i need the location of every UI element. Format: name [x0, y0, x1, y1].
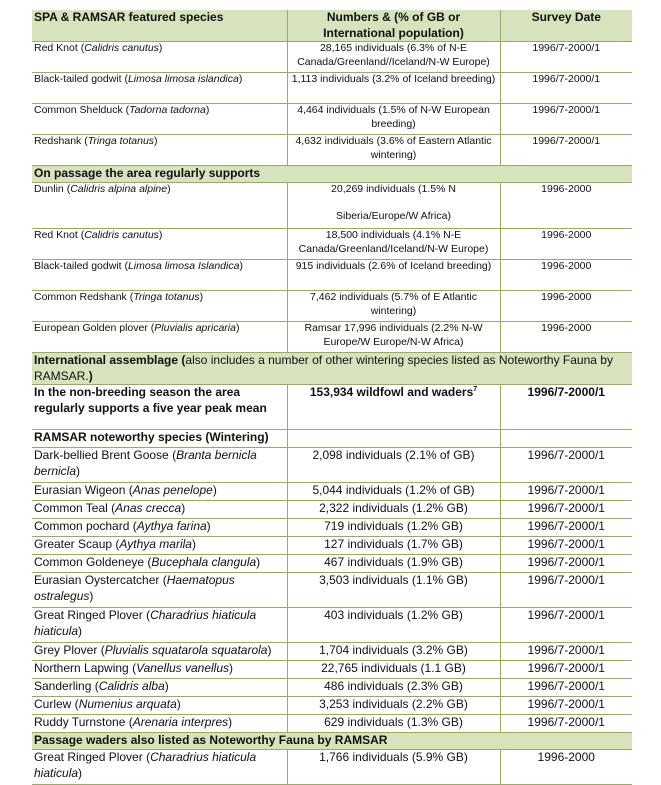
species-name: Greater Scaup (Aythya marila): [32, 537, 287, 555]
survey-date: 1996/7-2000/1: [500, 483, 632, 501]
species-numbers: 4,632 individuals (3.6% of Eastern Atlantic wintering): [287, 135, 500, 166]
species-numbers: 7,462 individuals (5.7% of E Atlantic wintering): [287, 291, 500, 322]
table-row: [32, 573, 632, 608]
species-numbers: 1,113 individuals (3.2% of Iceland breeding): [287, 73, 500, 104]
species-table: [32, 10, 632, 785]
table-row: [32, 183, 632, 229]
species-numbers: Ramsar 17,996 individuals (2.2% N-W Europe/W Europe/N-W Africa): [287, 322, 500, 353]
species-numbers: 2,322 individuals (1.2% GB): [287, 501, 500, 519]
section-row: [32, 353, 632, 385]
table-row: [32, 104, 632, 135]
passage-section-title: On passage the area regularly supports: [32, 166, 632, 183]
survey-date: 1996/7-2000/1: [500, 555, 632, 573]
table-row: [32, 291, 632, 322]
species-name: Black-tailed godwit (Limosa limosa Islandica): [32, 260, 287, 291]
survey-date: 1996/7-2000/1: [500, 537, 632, 555]
survey-date: 1996/7-2000/1: [500, 42, 632, 73]
survey-date: 1996-2000: [500, 322, 632, 353]
survey-date-header: Survey Date: [500, 10, 632, 42]
survey-date: 1996-2000: [500, 260, 632, 291]
survey-date: 1996/7-2000/1: [500, 135, 632, 166]
species-numbers: 22,765 individuals (1.1 GB): [287, 661, 500, 679]
species-numbers: 467 individuals (1.9% GB): [287, 555, 500, 573]
table-row: [32, 697, 632, 715]
species-numbers: 486 individuals (2.3% GB): [287, 679, 500, 697]
species-name: Red Knot (Calidris canutus): [32, 229, 287, 260]
species-name: Northern Lapwing (Vanellus vanellus): [32, 661, 287, 679]
species-numbers: 5,044 individuals (1.2% of GB): [287, 483, 500, 501]
assemblage-section-title: International assemblage (also includes a number of other wintering species listed as Noteworthy Fauna by RAMSAR.): [32, 353, 632, 385]
species-name: Grey Plover (Pluvialis squatarola squatarola): [32, 643, 287, 661]
species-numbers: 28,165 individuals (6.3% of N-E Canada/Greenland//Iceland/N-W Europe): [287, 42, 500, 73]
species-name: Curlew (Numenius arquata): [32, 697, 287, 715]
species-name: Common pochard (Aythya farina): [32, 519, 287, 537]
species-header: SPA & RAMSAR featured species: [32, 10, 287, 42]
survey-date: 1996/7-2000/1: [500, 73, 632, 104]
survey-date: 1996/7-2000/1: [500, 715, 632, 733]
species-numbers: 2,098 individuals (2.1% of GB): [287, 448, 500, 483]
peak-mean-label: In the non-breeding season the area regularly supports a five year peak mean: [32, 385, 287, 430]
species-numbers: 3,253 individuals (2.2% GB): [287, 697, 500, 715]
table-row: [32, 661, 632, 679]
species-name: Common Redshank (Tringa totanus): [32, 291, 287, 322]
table-row: [32, 715, 632, 733]
survey-date: 1996-2000: [500, 229, 632, 260]
survey-date: 1996/7-2000/1: [500, 385, 632, 430]
table-row: [32, 322, 632, 353]
table-row: [32, 430, 632, 448]
species-numbers: 4,464 individuals (1.5% of N-W European breeding): [287, 104, 500, 135]
survey-date: 1996/7-2000/1: [500, 104, 632, 135]
species-numbers: 403 individuals (1.2% GB): [287, 608, 500, 643]
survey-date: 1996/7-2000/1: [500, 573, 632, 608]
section-row: [32, 733, 632, 750]
species-numbers: 3,503 individuals (1.1% GB): [287, 573, 500, 608]
species-name: Black-tailed godwit (Limosa limosa islandica): [32, 73, 287, 104]
table-row: [32, 73, 632, 104]
species-name: Ruddy Turnstone (Arenaria interpres): [32, 715, 287, 733]
species-name: Red Knot (Calidris canutus): [32, 42, 287, 73]
table-row: [32, 483, 632, 501]
species-name: Common Shelduck (Tadorna tadorna): [32, 104, 287, 135]
survey-date: 1996/7-2000/1: [500, 608, 632, 643]
table-row: [32, 750, 632, 785]
survey-date: 1996-2000: [500, 183, 632, 229]
survey-date: 1996/7-2000/1: [500, 448, 632, 483]
species-numbers: 915 individuals (2.6% of Iceland breeding): [287, 260, 500, 291]
survey-date: 1996-2000: [500, 291, 632, 322]
survey-date: 1996/7-2000/1: [500, 501, 632, 519]
survey-date: 1996-2000: [500, 750, 632, 785]
species-name: European Golden plover (Pluvialis apricaria): [32, 322, 287, 353]
survey-date: 1996/7-2000/1: [500, 519, 632, 537]
species-name: Redshank (Tringa totanus): [32, 135, 287, 166]
species-name: Dunlin (Calidris alpina alpine): [32, 183, 287, 229]
species-name: Dark-bellied Brent Goose (Branta bernicla bernicla): [32, 448, 287, 483]
species-numbers: 719 individuals (1.2% GB): [287, 519, 500, 537]
species-name: Great Ringed Plover (Charadrius hiaticula hiaticula): [32, 608, 287, 643]
survey-date: 1996/7-2000/1: [500, 679, 632, 697]
numbers-header: Numbers & (% of GB or International population): [287, 10, 500, 42]
table-row: [32, 555, 632, 573]
survey-date: 1996/7-2000/1: [500, 643, 632, 661]
table-row: [32, 519, 632, 537]
header-row: [32, 10, 632, 42]
species-numbers: 1,766 individuals (5.9% GB): [287, 750, 500, 785]
table-row: [32, 679, 632, 697]
species-numbers: 629 individuals (1.3% GB): [287, 715, 500, 733]
table-row: [32, 537, 632, 555]
species-name: Great Ringed Plover (Charadrius hiaticula hiaticula): [32, 750, 287, 785]
species-numbers: 18,500 individuals (4.1% N-E Canada/Greenland/Iceland/N-W Europe): [287, 229, 500, 260]
species-name: Eurasian Oystercatcher (Haematopus ostralegus): [32, 573, 287, 608]
species-name: Eurasian Wigeon (Anas penelope): [32, 483, 287, 501]
species-name: Common Goldeneye (Bucephala clangula): [32, 555, 287, 573]
species-numbers: 20,269 individuals (1.5% N Siberia/Europe/W Africa): [287, 183, 500, 229]
table-row: [32, 260, 632, 291]
table-row: [32, 385, 632, 430]
section-row: [32, 166, 632, 183]
ramsar-section-title: RAMSAR noteworthy species (Wintering): [32, 430, 287, 448]
species-name: Sanderling (Calidris alba): [32, 679, 287, 697]
table-row: [32, 448, 632, 483]
species-numbers: 1,704 individuals (3.2% GB): [287, 643, 500, 661]
table-row: [32, 229, 632, 260]
table-row: [32, 135, 632, 166]
survey-date: 1996/7-2000/1: [500, 697, 632, 715]
table-row: [32, 608, 632, 643]
survey-date: 1996/7-2000/1: [500, 661, 632, 679]
species-numbers: 127 individuals (1.7% GB): [287, 537, 500, 555]
peak-mean-numbers: 153,934 wildfowl and waders$^7$: [287, 385, 500, 430]
passage-ramsar-section-title: Passage waders also listed as Noteworthy Fauna by RAMSAR: [32, 733, 632, 750]
table-row: [32, 42, 632, 73]
species-name: Common Teal (Anas crecca): [32, 501, 287, 519]
table-row: [32, 643, 632, 661]
table-row: [32, 501, 632, 519]
